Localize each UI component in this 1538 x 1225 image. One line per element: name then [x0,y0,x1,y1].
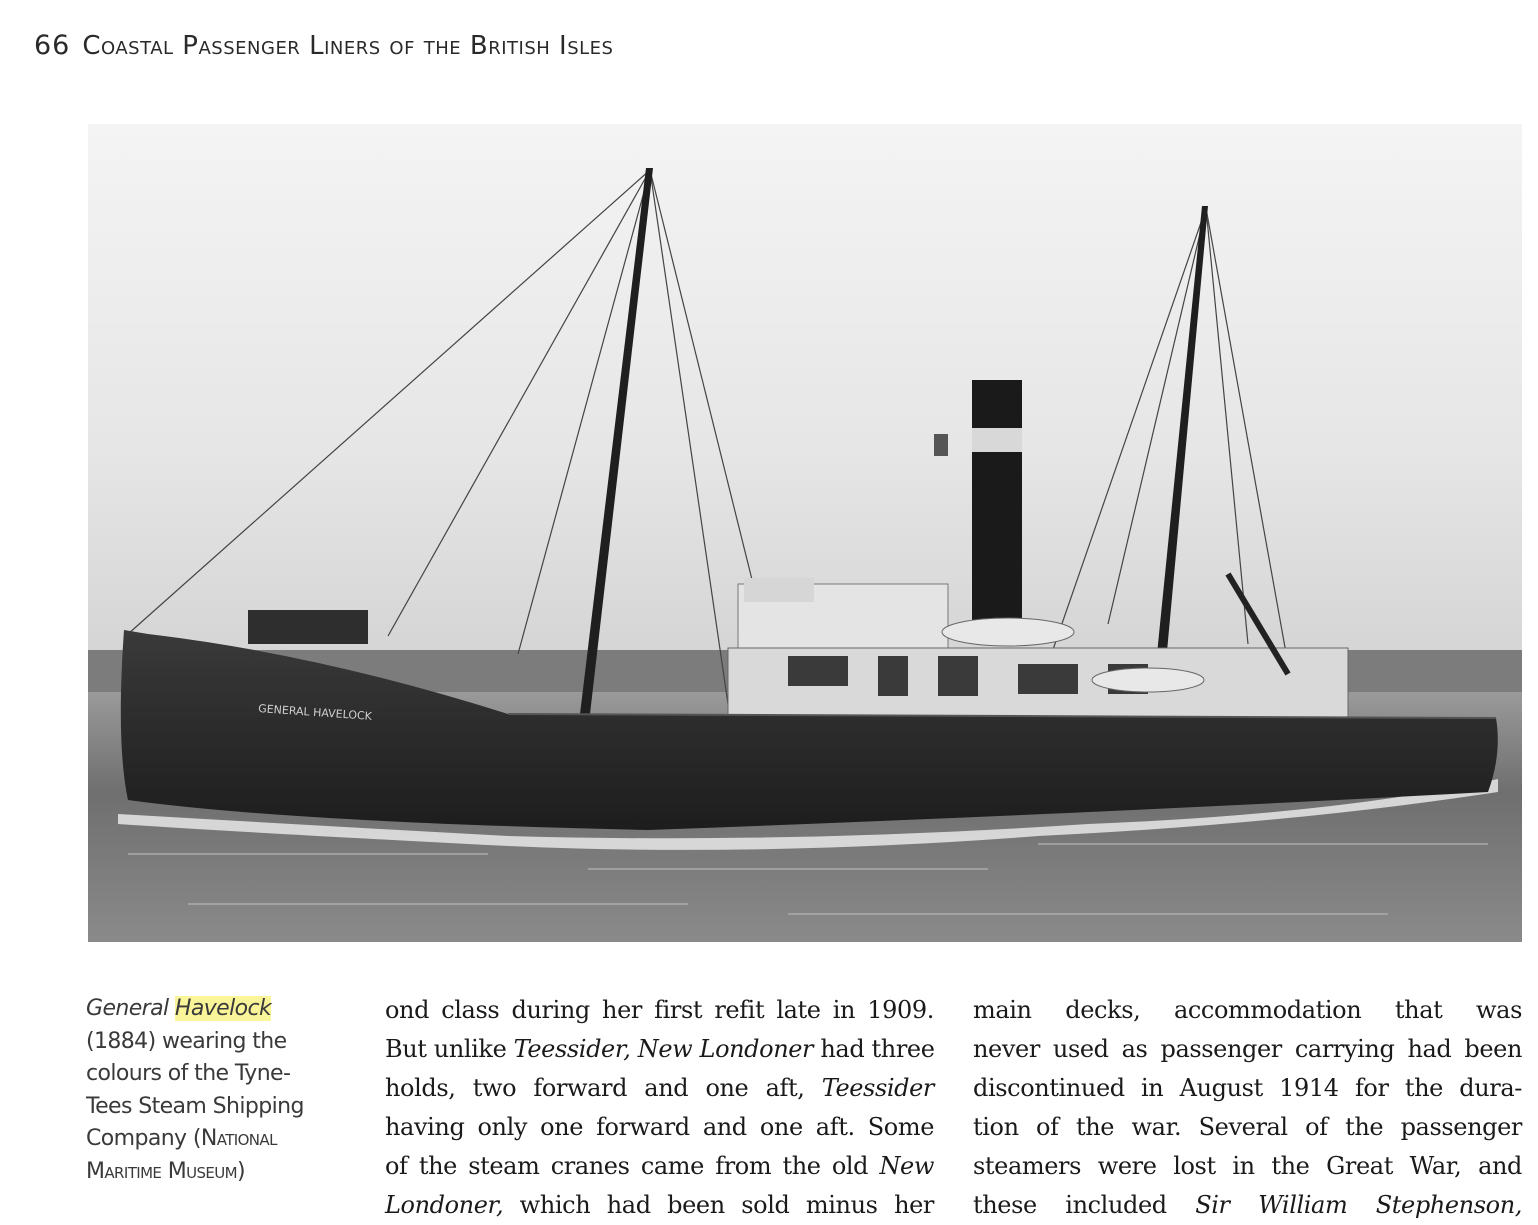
text-line: Londoner, which had been sold minus her [385,1191,934,1219]
text-line: tion of the war. Several of the passenger [973,1113,1522,1141]
flag [934,434,948,456]
text-line: discontinued in August 1914 for the dura- [973,1074,1522,1102]
caption-ship-name: General [86,996,169,1021]
text-line: steamers were lost in the Great War, and [973,1152,1522,1180]
caption-credit: National [200,1126,277,1151]
text-line: of the steam cranes came from the old New [385,1152,934,1180]
page-header [34,30,613,61]
ship-photo-illustration [88,124,1522,942]
body-column-1 [385,991,934,1225]
caption-line: Tees Steam Shipping [86,1093,304,1119]
caption-highlighted-word: Havelock [174,996,272,1021]
lifeboat-forward [942,618,1074,646]
text-line: But unlike Teessider, New Londoner had three [385,1035,935,1063]
caption-line: colours of the Tyne- [86,1061,291,1086]
hull-name: GENERAL HAVELOCK [257,702,373,723]
text-line: having only one forward and one aft. Some [385,1113,934,1141]
caption-line: Company ( [86,1126,201,1151]
body-column-2 [973,991,1522,1225]
wheelhouse [744,578,814,602]
lifeboat-aft [1092,668,1204,692]
caption-credit: Maritime Museum [86,1158,237,1184]
running-head: Coastal Passenger Liners of the British Isles [82,31,614,61]
ship-photograph [88,124,1522,942]
text-line: never used as passenger carrying had been [973,1035,1522,1063]
funnel-band [972,428,1022,452]
forecastle-fittings [248,610,368,644]
text-line: holds, two forward and one aft, Teessider [385,1074,935,1102]
text-line: main decks, accommodation that was [973,996,1522,1024]
caption-line: (1884) wearing the [86,1028,287,1054]
photo-caption [86,993,322,1188]
text-line: these included Sir William Stephenson, [973,1191,1522,1219]
page-number: 66 [34,30,71,61]
caption-line: ) [236,1158,245,1184]
text-line: ond class during her first refit late in 1909. [385,996,934,1024]
funnel [972,380,1022,628]
